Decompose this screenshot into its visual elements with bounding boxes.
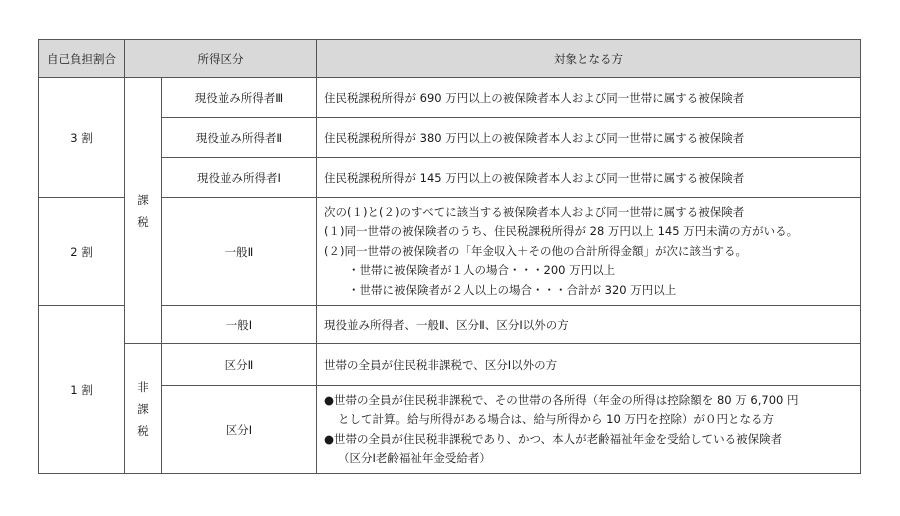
- ratio-3: 3 割: [39, 78, 125, 198]
- category-kubun-2: 区分Ⅱ: [162, 344, 317, 386]
- target-kubun-2: 世帯の全員が住民税非課税で、区分Ⅰ以外の方: [317, 344, 861, 386]
- category-kubun-1: 区分Ⅰ: [162, 386, 317, 474]
- table-row: [39, 78, 861, 118]
- target-ippan-2: 次の(１)と(２)のすべてに該当する被保険者本人および同一世帯に属する被保険者 (１)同一世帯の被保険者のうち、住民税課税所得が 28 万円以上 145 万円未満の方がいる。 (２)同一世帯の被保険者の「年金収入＋その他の合計所得金額」が次に該当する。 ・世帯に被保険者が１人の場合・・・200 万円以上 ・世帯に被保険者が２人以上の場合・・・合計が 320 万円以上: [317, 198, 861, 306]
- ratio-1: 1 割: [39, 306, 125, 474]
- nontaxed-label: 非 課 税: [125, 344, 162, 474]
- income-category-table: [38, 39, 861, 474]
- table-row: [39, 386, 861, 474]
- header-row: [39, 40, 861, 78]
- header-burden-ratio: 自己負担割合: [39, 40, 125, 78]
- table-row: [39, 118, 861, 158]
- category-genyaku-2: 現役並み所得者Ⅱ: [162, 118, 317, 158]
- taxed-label: 課 税: [125, 78, 162, 344]
- target-genyaku-2: 住民税課税所得が 380 万円以上の被保険者本人および同一世帯に属する被保険者: [317, 118, 861, 158]
- target-genyaku-3: 住民税課税所得が 690 万円以上の被保険者本人および同一世帯に属する被保険者: [317, 78, 861, 118]
- target-ippan-1: 現役並み所得者、一般Ⅱ、区分Ⅱ、区分Ⅰ以外の方: [317, 306, 861, 344]
- category-genyaku-3: 現役並み所得者Ⅲ: [162, 78, 317, 118]
- target-kubun-1: ●世帯の全員が住民税非課税で、その世帯の各所得（年金の所得は控除額を 80 万 6,700 円 として計算。給与所得がある場合は、給与所得から 10 万円を控除）が０円となる方 ●世帯の全員が住民税非課税であり、かつ、本人が老齢福祉年金を受給している被保険者 （区分Ⅰ老齢福祉年金受給者）: [317, 386, 861, 474]
- target-genyaku-1: 住民税課税所得が 145 万円以上の被保険者本人および同一世帯に属する被保険者: [317, 158, 861, 198]
- table-row: [39, 198, 861, 306]
- table-row: [39, 306, 861, 344]
- category-ippan-2: 一般Ⅱ: [162, 198, 317, 306]
- category-genyaku-1: 現役並み所得者Ⅰ: [162, 158, 317, 198]
- table-row: [39, 158, 861, 198]
- ratio-2: 2 割: [39, 198, 125, 306]
- header-income-category: 所得区分: [125, 40, 317, 78]
- header-target: 対象となる方: [317, 40, 861, 78]
- category-ippan-1: 一般Ⅰ: [162, 306, 317, 344]
- table-row: [39, 344, 861, 386]
